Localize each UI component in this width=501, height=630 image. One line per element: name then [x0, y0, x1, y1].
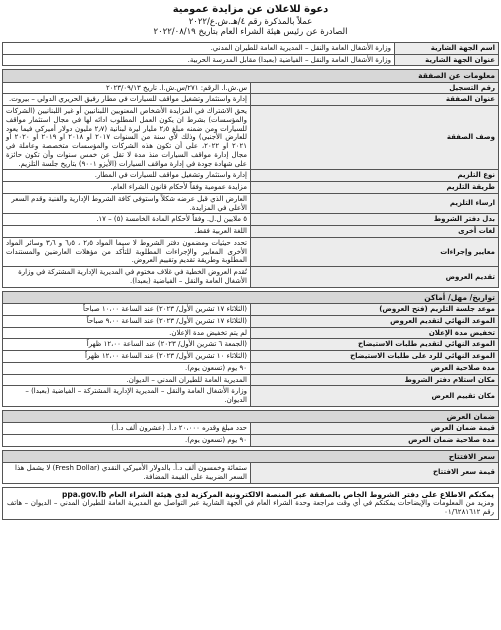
table-row	[3, 463, 499, 484]
footer-line-contact: ومزيد من المعلومات والإيضاحات يمكنكم في أي وقت مراجعة وحدة الشراء العام في الجهة الشارية عبر التواصل مع المديرية العامة للطيران المدني – الديوان – هاتف رقم ٠١/٦٢٨١٦١٢	[7, 499, 494, 517]
table-row	[3, 54, 499, 66]
row-label: عنوان الصفقة	[251, 94, 499, 106]
row-label: بدل دفتر الشروط	[251, 214, 499, 226]
row-label: وصف الصفقة	[251, 106, 499, 170]
document-header	[2, 4, 499, 38]
row-value: العارض الذي قبل عرضه شكلاً واستوفى كافة الشروط الإدارية والفنية وقدم السعر الأعلى في المزايدة.	[3, 193, 251, 214]
table-row	[3, 42, 499, 54]
row-label: معايير وإجراءات	[251, 237, 499, 266]
guarantee-table	[2, 410, 499, 447]
row-value: (الثلاثاء ١٧ تشرين الأول/ ٢٠٢٣) عند الساعة ٩،٠٠ صباحاً	[3, 315, 251, 327]
section-header-row	[3, 291, 499, 303]
row-label: لغات أخرى	[251, 226, 499, 238]
opening-price-table	[2, 450, 499, 484]
row-value: تحدد حيثيات ومضمون دفتر الشروط لا سيما المواد ٢٫٥ ، ٦٫٥ و ٣٫٦ وسائر المواد الأخرى المعايير والإجراءات المطلوبة للتأكد من مؤهلات العارضين والمستندات المطلوبة وطريقة تقديم وتقييم العروض.	[3, 237, 251, 266]
table-row	[3, 386, 499, 407]
issue-statement: الصادرة عن رئيس هيئة الشراء العام بتاريخ ٢٠٢٢/٠٨/١٩	[153, 27, 348, 38]
dates-table	[2, 291, 499, 407]
row-label: قيمة سعر الافتتاح	[251, 463, 499, 484]
row-value: وزارة الأشغال العامة والنقل – المديرية العامة للطيران المدني.	[3, 42, 395, 54]
table-row	[3, 423, 499, 435]
row-label: طريقة التلزيم	[251, 182, 499, 194]
row-label: قيمة ضمان العرض	[251, 423, 499, 435]
row-value: وزارة الأشغال العامة والنقل – المديرية الإدارية المشتركة – الفياضية (بعبدا) – الديوان.	[3, 386, 251, 407]
row-label: موعد جلسة التلزيم (فتح العروض)	[251, 304, 499, 316]
memo-reference: عملاً بالمذكرة رقم ٤/هـ.ش.ع/٢٠٢٢	[188, 16, 313, 27]
table-row	[3, 214, 499, 226]
row-label: الموعد النهائي لتقديم العروض	[251, 315, 499, 327]
table-row	[3, 351, 499, 363]
table-row	[3, 170, 499, 182]
row-label: رقم التسجيل	[251, 82, 499, 94]
row-value: ٩٠ يوم (تسعون يوم).	[3, 362, 251, 374]
row-value: اللغة العربية فقط.	[3, 226, 251, 238]
row-value: يحق الاشتراك في المزايدة الأشخاص المعنويين اللبنانيين أو غير اللبنانيين (الشركات والمؤسسات) بشرط ان يكون العمل المطلوب ادائه لها في مجال استثمار مواقف للسيارات ومن ضمنه مبلغ ٢٫٥ مليار ليرة لبنانية (٢٫٧ مليون دولار أميركي فيما يعود للعارض الأجنبي) وذلك لأي سنة من السنوات ٢٠١٧ او ٢٠١٨ او ٢٠١٩ او ٢٠٢٠ او ٢٠٢١ او ٢٠٢٢، على أن تكون هذه الشركات والمؤسسات متخصصة وعاملة في مجال إدارة مواقف السيارات منذ مدة لا تقل عن خمس سنوات وأن تكون حائزة على شهادة جودة في إدارة مواقف السيارات (الأيزو ٩٠٠١) بتاريخ جلسة التلزيم.	[3, 106, 251, 170]
table-row	[3, 237, 499, 266]
document-title: دعوة للاعلان عن مزايدة عمومية	[172, 4, 329, 15]
table-row	[3, 226, 499, 238]
table-row	[3, 193, 499, 214]
row-value: س.ش.ا. الرقم: ٢٧١/س.ش.ا. تاريخ ٢٠٢٣/٠٩/١٣	[3, 82, 251, 94]
row-value: (الثلاثاء ١٠ تشرين الأول/ ٢٠٢٣) عند الساعة ١٢،٠٠ ظهراً	[3, 351, 251, 363]
row-value: حدد مبلغ وقدره ٢٠،٠٠٠ د.أ. (عشرون ألف د.أ.)	[3, 423, 251, 435]
table-row	[3, 304, 499, 316]
section-title-deal: معلومات عن الصفقة	[3, 70, 499, 82]
row-value: (الجمعة ٦ تشرين الأول/ ٢٠٢٣) عند الساعة ١٢،٠٠ ظهراً	[3, 339, 251, 351]
deal-info-table	[2, 69, 499, 287]
row-label: الموعد النهائي لتقديم طلبات الاستيضاح	[251, 339, 499, 351]
row-value: مزايدة عمومية وفقاً لأحكام قانون الشراء العام.	[3, 182, 251, 194]
row-label: تخفيض مدة الإعلان	[251, 327, 499, 339]
footer-note	[2, 487, 499, 521]
table-row	[3, 339, 499, 351]
section-header-row	[3, 450, 499, 462]
section-title-opening: سعر الافتتاح	[3, 450, 499, 462]
table-row	[3, 267, 499, 288]
table-row	[3, 106, 499, 170]
table-row	[3, 362, 499, 374]
section-header-row	[3, 410, 499, 422]
table-row	[3, 82, 499, 94]
table-row	[3, 374, 499, 386]
footer-line-platform: يمكنكم الاطلاع على دفتر الشروط الخاص بالصفقة عبر المنصة الالكترونية المركزية لدى هيئة الشراء العام ppa.gov.lb	[61, 489, 494, 499]
table-row	[3, 327, 499, 339]
table-row	[3, 315, 499, 327]
row-label: الموعد النهائي للرد على طلبات الاستيضاح	[251, 351, 499, 363]
row-label: مكان تقييم العرض	[251, 386, 499, 407]
row-label: نوع التلزيم	[251, 170, 499, 182]
row-value: المديرية العامة للطيران المدني – الديوان.	[3, 374, 251, 386]
section-title-guarantee: ضمان العرض	[3, 410, 499, 422]
row-value: إدارة واستثمار وتشغيل مواقف للسيارات في مطار رفيق الحريري الدولي – بيروت.	[3, 94, 251, 106]
row-label: مكان استلام دفتر الشروط	[251, 374, 499, 386]
row-value: إدارة واستثمار وتشغيل مواقف للسيارات في المطار.	[3, 170, 251, 182]
section-header-row	[3, 70, 499, 82]
row-label: ارساء التلزيم	[251, 193, 499, 214]
entity-table	[2, 42, 499, 67]
row-value: ٥ ملايين ل.ل. وفقاً لأحكام المادة الخامسة (٥) – ١٧.	[3, 214, 251, 226]
table-row	[3, 434, 499, 446]
row-label: مدة صلاحية ضمان العرض	[251, 434, 499, 446]
row-value: لم يتم تخفيض مدة الإعلان.	[3, 327, 251, 339]
row-value: ستمائة وخمسون ألف د.أ. بالدولار الأميركي النقدي (Fresh Dollar) لا يشمل هذا السعر الضريبة على القيمة المضافة.	[3, 463, 251, 484]
row-label: تقديم العروض	[251, 267, 499, 288]
row-label: مدة صلاحية العرض	[251, 362, 499, 374]
section-title-dates: تواريخ/ مهل/ أماكن	[3, 291, 499, 303]
row-value: وزارة الأشغال العامة والنقل – الفياضية (بعبدا) مقابل المدرسة الحربية.	[3, 54, 395, 66]
row-label: عنوان الجهة الشارية	[395, 54, 499, 66]
table-row	[3, 94, 499, 106]
table-row	[3, 182, 499, 194]
row-label: اسم الجهة الشارية	[395, 42, 499, 54]
row-value: (الثلاثاء ١٧ تشرين الأول/ ٢٠٢٣) عند الساعة ١٠،٠٠ صباحاً	[3, 304, 251, 316]
row-value: تُقدم العروض الخطية في غلاف مختوم في المديرية الإدارية المشتركة في وزارة الأشغال العامة والنقل – الفياضية (بعبدا).	[3, 267, 251, 288]
row-value: ٩٠ يوم (تسعون يوم).	[3, 434, 251, 446]
